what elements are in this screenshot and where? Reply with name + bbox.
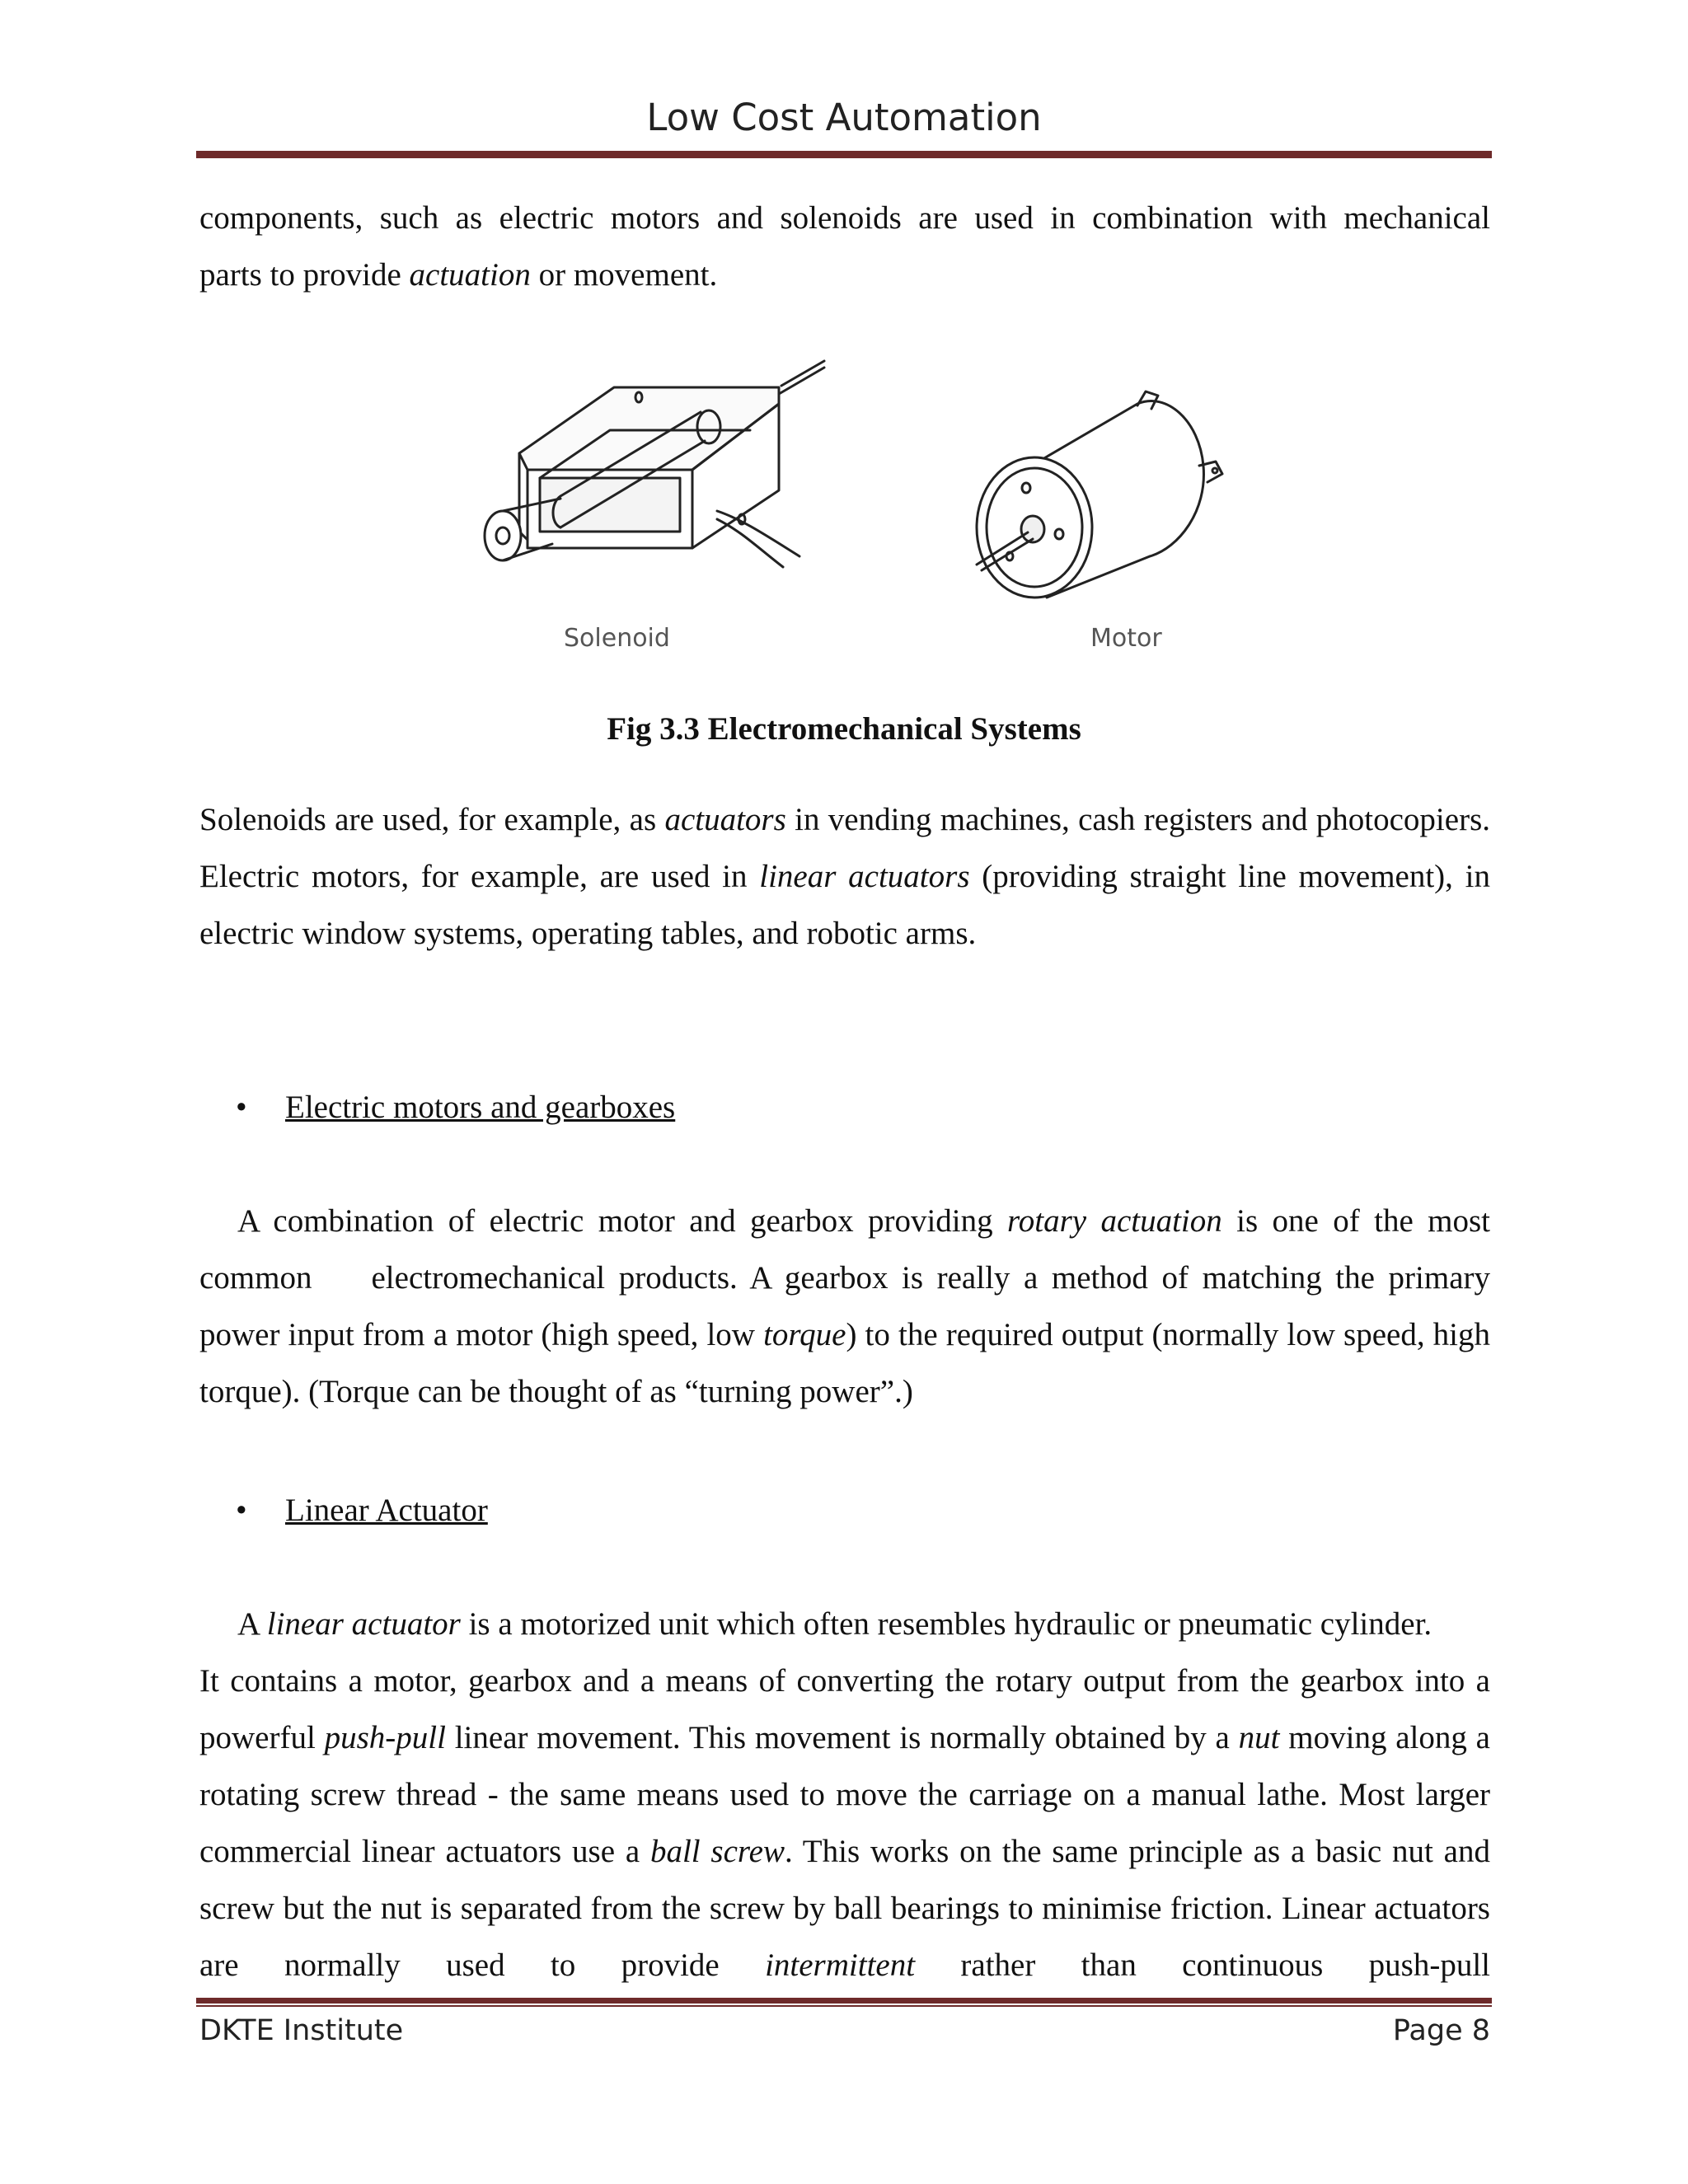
section-heading-motors-gearboxes: • Electric motors and gearboxes xyxy=(236,1090,676,1125)
solenoid-illustration xyxy=(470,354,832,602)
linear-actuator-paragraph: It contains a motor, gearbox and a means of converting the rotary output from the gearbox into a powerful push-pull linear movement. This movement is normally obtained by a nut moving along a rotating screw thread - the same means used to move the carriage on a manual lathe. Most larger commercial linear actuators use a ball screw. This works on the same principle as a basic nut and screw but the nut is separated from the screw by ball bearings to minimise friction. Linear actuators are normally used to provide intermittent rather than continuous push-pull xyxy=(199,1663,1490,1983)
section-heading-linear-actuator: • Linear Actuator xyxy=(236,1493,488,1528)
figure-caption: Fig 3.3 Electromechanical Systems xyxy=(607,711,1081,747)
intro-line-2: parts to provide actuation or movement. xyxy=(199,257,718,293)
solenoid-paragraph: Solenoids are used, for example, as actuators in vending machines, cash registers and photocopiers. Electric motors, for example, are used in linear actuators (providing straight line movement), in electric window systems, operating tables, and robotic arms. xyxy=(199,802,1490,951)
solenoid-label: Solenoid xyxy=(564,624,670,653)
footer-page-number: Page 8 xyxy=(1392,2014,1490,2047)
intro-line-1: components, such as electric motors and solenoids are used in combination with mechanical xyxy=(199,200,1490,236)
gearbox-paragraph: A combination of electric motor and gearbox providing rotary actuation is one of the most common electromechanical products. A gearbox is really a method of matching the primary power input from a motor (high speed, low torque) to the required output (normally low speed, high torque). (Torque can be thought of as “turning power”.) xyxy=(199,1203,1491,1409)
motor-illustration xyxy=(960,387,1240,610)
motor-label: Motor xyxy=(1090,624,1162,653)
footer-institute: DKTE Institute xyxy=(199,2014,404,2047)
linear-actuator-line-1: A linear actuator is a motorized unit which often resembles hydraulic or pneumatic cylinder. xyxy=(237,1606,1432,1642)
page-header-title: Low Cost Automation xyxy=(646,96,1042,139)
footer-rule xyxy=(196,1998,1492,2007)
header-rule xyxy=(196,149,1492,158)
